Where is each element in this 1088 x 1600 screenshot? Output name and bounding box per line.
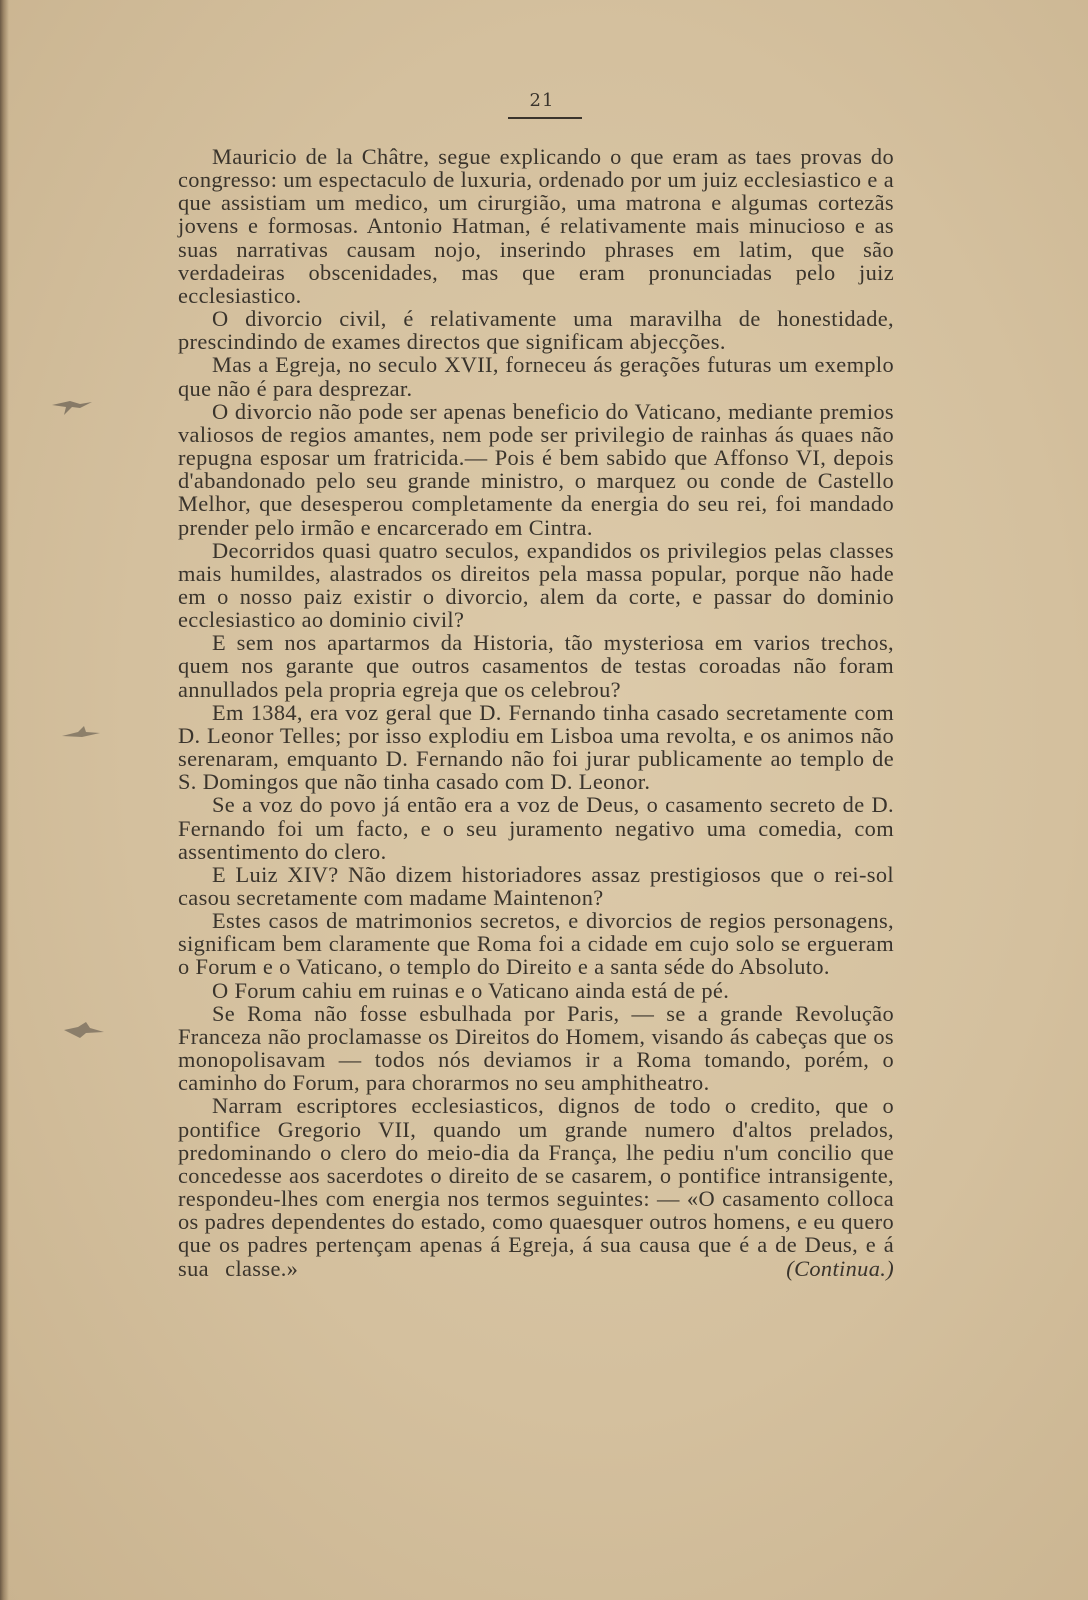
paragraph: Mauricio de la Châtre, segue explicando o que eram as taes provas do congresso: um espectaculo de luxuria, ordenado por um juiz ecclesiastico e a que assistiam um medico, um cirurgião, uma matrona e algumas cortezãs jovens e formosas. Antonio Hatman, é relativamente mais minucioso e as suas narrativas causam nojo, inserindo phrases em latim, que são verdadeiras obscenidades, mas que eram pronunciadas pelo juiz ecclesiastico.	[178, 144, 894, 308]
paragraph: Decorridos quasi quatro seculos, expandidos os privilegios pelas classes mais humildes, alastrados os direitos pela massa popular, porque não hade em o nosso paiz existir o divorcio, alem da corte, e passar do dominio ecclesiastico ao dominio civil?	[178, 537, 894, 633]
paragraph: Se Roma não fosse esbulhada por Paris, — se a grande Revolução Franceza não proclamasse os Direitos do Homem, visando ás cabeças que os monopolisavam — todos nós deviamos ir a Roma tomando, porém, o caminho do Forum, para chorarmos no seu amphitheatro.	[178, 1000, 894, 1096]
paragraph: E sem nos apartarmos da Historia, tão mysteriosa em varios trechos, quem nos garante que outros casamentos de testas coroadas não foram annullados pela propria egreja que os celebrou?	[178, 630, 894, 702]
margin-blot-icon	[50, 395, 94, 417]
continuation-note: (Continua.)	[786, 1255, 894, 1281]
paragraph: E Luiz XIV? Não dizem historiadores assaz prestigiosos que o rei-sol casou secretamente com madame Maintenon?	[178, 861, 894, 910]
paragraph: O divorcio civil, é relativamente uma maravilha de honestidade, prescindindo de exames directos que significam abjecções.	[178, 306, 894, 355]
page-number-rule	[508, 117, 582, 119]
paragraph: Mas a Egreja, no seculo XVII, forneceu ás gerações futuras um exemplo que não é para desprezar.	[178, 352, 894, 401]
paragraph: Se a voz do povo já então era a voz de Deus, o casamento secreto de D. Fernando foi um facto, e o seu juramento negativo uma comedia, com assentimento do clero.	[178, 792, 894, 864]
page-binding-edge	[0, 0, 9, 1600]
paragraph: Em 1384, era voz geral que D. Fernando tinha casado secretamente com D. Leonor Telles; por isso explodiu em Lisboa uma revolta, e os animos não serenaram, emquanto D. Fernando não foi jurar publicamente ao templo de S. Domingos que não tinha casado com D. Leonor.	[178, 699, 894, 795]
article-body	[178, 145, 894, 1280]
paragraph-final-text: Narram escriptores ecclesiasticos, dignos de todo o credito, que o pontifice Gregorio VII, quando um grande numero d'altos prelados, predominando o clero do meio-dia da França, lhe pediu n'um concilio que concedesse aos sacerdotes o direito de se casarem, o pontifice intransigente, respondeu-lhes com energia nos termos seguintes: — «O casamento colloca os padres dependentes do estado, como quaesquer outros homens, e eu quero que os padres pertençam apenas á Egreja, á sua causa que é a de Deus, e á sua classe.»	[178, 1093, 894, 1281]
page-number: 21	[529, 90, 555, 111]
paragraph: Estes casos de matrimonios secretos, e divorcios de regios personagens, significam bem claramente que Roma foi a cidade em cujo solo se ergueram o Forum e o Vaticano, o templo do Direito e a santa séde do Absoluto.	[178, 908, 894, 980]
margin-blot-icon	[62, 1018, 106, 1040]
paragraph: O Forum cahiu em ruinas e o Vaticano ainda está de pé.	[212, 977, 730, 1003]
paragraph-final	[178, 1094, 894, 1279]
paragraph: O divorcio não pode ser apenas beneficio do Vaticano, mediante premios valiosos de regios amantes, nem pode ser privilegio de rainhas ás quaes não repugna esposar um fratricida.— Pois é bem sabido que Affonso VI, depois d'abandonado pelo seu grande ministro, o marquez ou conde de Castello Melhor, que desesperou completamente da energia do seu rei, foi mandado prender pelo irmão e encarcerado em Cintra.	[178, 398, 894, 540]
margin-blot-icon	[60, 722, 104, 744]
